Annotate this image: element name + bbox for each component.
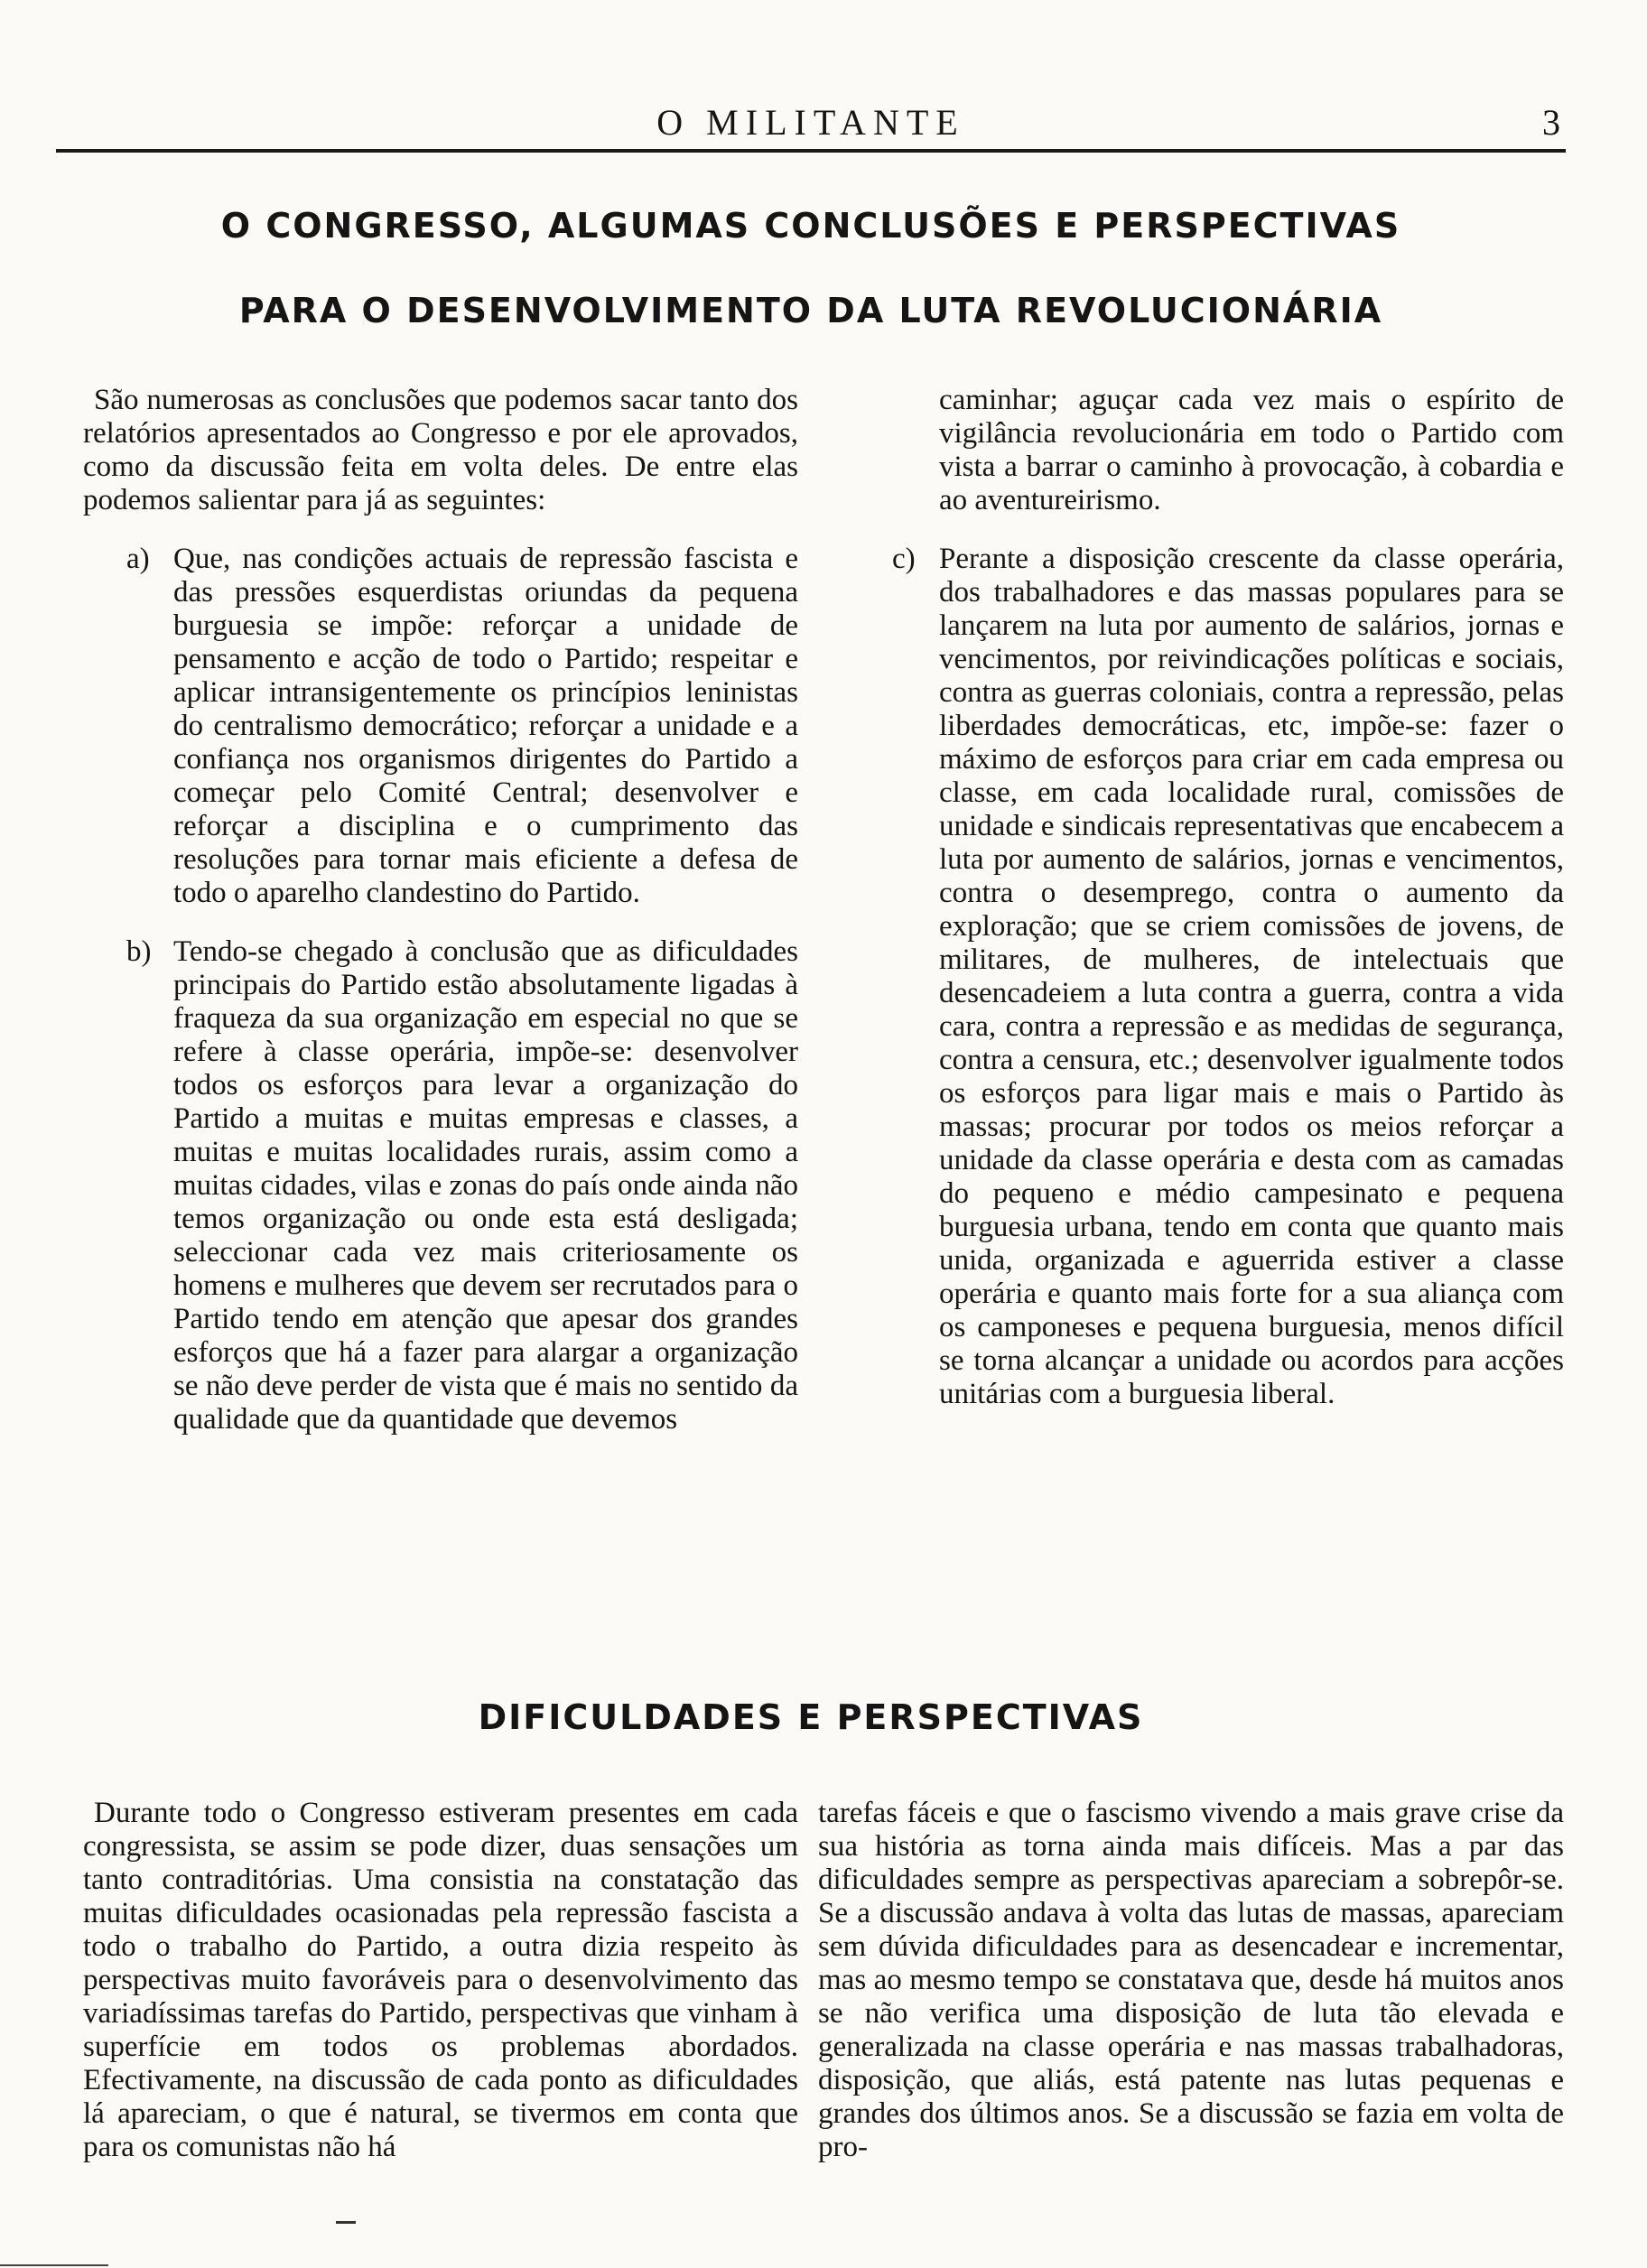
publication-name: O MILITANTE	[656, 102, 965, 143]
article2-right-paragraph: tarefas fáceis e que o fascismo vivendo a mais grave crise da sua história as torna ainda mais difíceis. Mas a par das dificuldades sempre as perspectivas apareciam a sobrepôr-se. Se a discussão andava à volta das lutas de massas, apareciam sem dúvida dificuldades para as desencadear e incrementar, mas ao mesmo tempo se constatava que, desde há muitos anos se não verifica uma disposição de luta tão elevada e generalizada na classe operária e nas massas trabalhadoras, disposição, que aliás, está patente nas lutas pequenas e grandes dos últimos anos. Se a discussão se fazia em volta de pro-	[818, 1797, 1564, 2163]
page-header	[56, 101, 1566, 143]
list-item-b	[83, 935, 798, 1436]
article-title-line-1: O CONGRESSO, ALGUMAS CONCLUSÕES E PERSPECTIVAS	[220, 206, 1401, 246]
item-b-continuation: caminhar; aguçar cada vez mais o espírito de vigilância revolucionária em todo o Partido com vista a barrar o caminho à provocação, à cobardia e ao aventureirismo.	[939, 384, 1564, 516]
article2-left-paragraph: Durante todo o Congresso estiveram presentes em cada congressista, se assim se pode dizer, duas sensações um tanto contraditórias. Uma consistia na constatação das muitas dificuldades ocasionadas pela repressão fascista a todo o trabalho do Partido, a outra dizia respeito às perspectivas muito favoráveis para o desenvolvimento das variadíssimas tarefas do Partido, perspectivas que vinham à superfície em todos os problemas abordados. Efectivamente, na discussão de cada ponto as dificuldades lá apareciam, o que é natural, se tivermos em conta que para os comunistas não há	[83, 1797, 798, 2163]
intro-paragraph: São numerosas as conclusões que podemos sacar tanto dos relatórios apresentados ao Congresso e por ele aprovados, como da discussão feita em volta deles. De entre elas podemos salientar para já as seguintes:	[83, 384, 798, 516]
item-text-a: Que, nas condições actuais de repressão fascista e das pressões esquerdistas oriundas da pequena burguesia se impõe: reforçar a unidade de pensamento e acção de todo o Partido; respeitar e aplicar intransigentemente os princípios leninistas do centralismo democrático; reforçar a unidade e a confiança nos organismos dirigentes do Partido a começar pelo Comité Central; desenvolver e reforçar a disciplina e o cumprimento das resoluções para tornar mais eficiente a defesa de todo o aparelho clandestino do Partido.	[173, 543, 798, 909]
header-rule	[56, 149, 1566, 153]
footer-rule	[0, 2264, 108, 2266]
article2-right-column	[818, 1797, 1564, 2164]
item-text-c: Perante a disposição crescente da classe operária, dos trabalhadores e das massas populares para se lançarem na luta por aumento de salários, jornas e vencimentos, por reivindicações políticas e sociais, contra as guerras coloniais, contra a repressão, pelas liberdades democráticas, etc, impõe-se: fazer o máximo de esforços para criar em cada empresa ou classe, em cada localidade rural, comissões de unidade e sindicais representativas que encabecem a luta por aumento de salários, jornas e vencimentos, contra o desemprego, contra o aumento da exploração; que se criem comissões de jovens, de militares, de mulheres, de intelectuais que desencadeiem a luta contra a guerra, contra a vida cara, contra a repressão e as medidas de segurança, contra a censura, etc.; desenvolver igualmente todos os esforços para ligar mais e mais o Partido às massas; procurar por todos os meios reforçar a unidade da classe operária e desta com as camadas do pequeno e médio campesinato e pequena burguesia urbana, tendo em conta que quanto mais unida, organizada e aguerrida estiver a classe operária e quanto mais forte for a sua aliança com os camponeses e pequena burguesia, menos difícil se torna alcançar a unidade ou acordos para acções unitárias com a burguesia liberal.	[939, 543, 1564, 1410]
list-item-a	[83, 543, 798, 910]
article-title-line-2: PARA O DESENVOLVIMENTO DA LUTA REVOLUCIONÁRIA	[238, 291, 1383, 330]
item-marker-a: a)	[126, 543, 150, 575]
page-number: 3	[1542, 102, 1560, 143]
list-item-c	[892, 543, 1564, 1411]
article1-right-column	[892, 384, 1564, 1411]
article1-left-column	[83, 384, 798, 1436]
item-text-b: Tendo-se chegado à conclusão que as dificuldades principais do Partido estão absolutamente ligadas à fraqueza da sua organização em especial no que se refere à classe operária, impõe-se: desenvolver todos os esforços para levar a organização do Partido a muitas e muitas empresas e classes, a muitas e muitas localidades rurais, assim como a muitas cidades, vilas e zonas do país onde ainda não temos organização ou onde esta está desligada; seleccionar cada vez mais criteriosamente os homens e mulheres que devem ser recrutados para o Partido tendo em atenção que apesar dos grandes esforços que há a fazer para alargar a organização se não deve perder de vista que é mais no sentido da qualidade que da quantidade que devemos	[173, 935, 798, 1436]
section-title: DIFICULDADES E PERSPECTIVAS	[478, 1697, 1144, 1737]
item-marker-b: b)	[126, 935, 152, 968]
footer-mark	[336, 2221, 356, 2224]
item-marker-c: c)	[892, 543, 916, 575]
article2-left-column	[83, 1797, 798, 2164]
